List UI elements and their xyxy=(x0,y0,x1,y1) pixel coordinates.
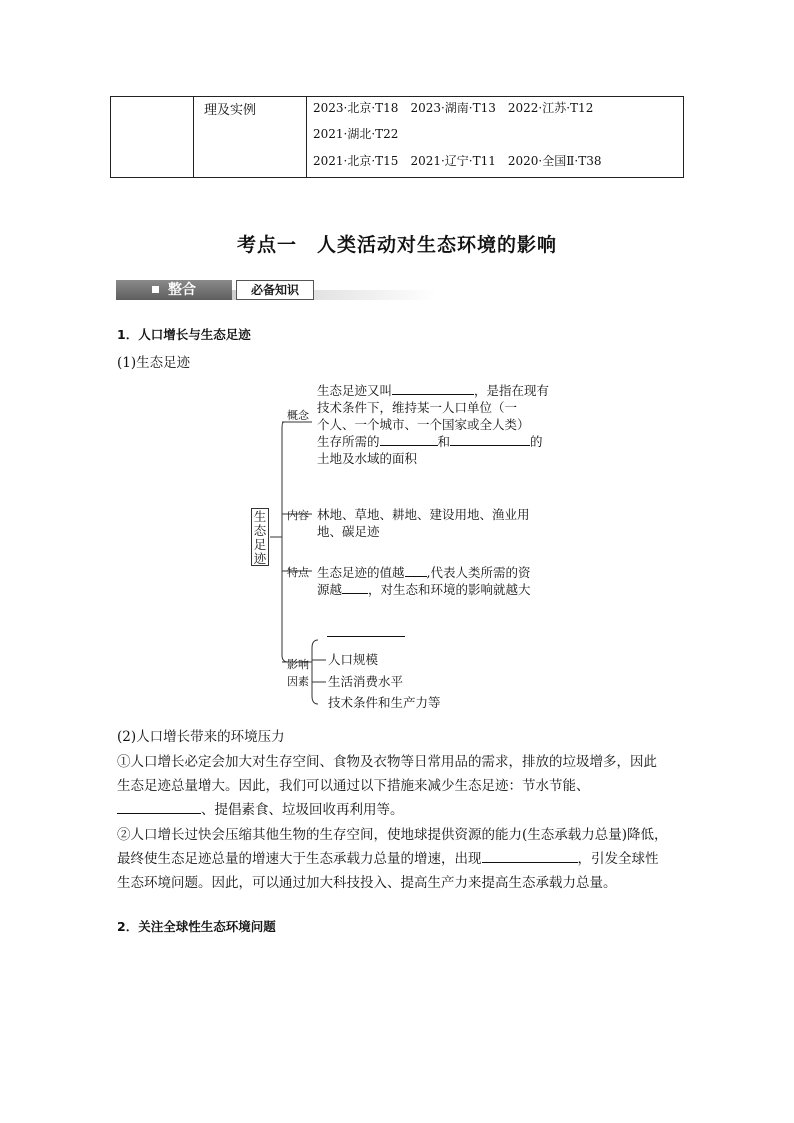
subsection-subtitle: (2)人口增长带来的环境压力 xyxy=(117,729,285,745)
feature-line: 源越 ，对生态和环境的影响就越大 xyxy=(317,582,531,597)
fill-blank[interactable] xyxy=(450,433,530,446)
section-heading: 考点一 人类活动对生态环境的影响 xyxy=(236,234,557,256)
fill-blank[interactable] xyxy=(327,636,405,637)
branch-content: 内容 xyxy=(287,509,309,522)
table-cell-references: 2023·北京·T18 2023·湖南·T13 2022·江苏·T12 xyxy=(313,101,594,115)
diagram-root: 生态足迹 xyxy=(251,508,269,566)
fill-blank[interactable] xyxy=(380,433,438,446)
banner-tag: 必备知识 xyxy=(236,280,314,300)
branch-feature: 特点 xyxy=(287,566,309,579)
banner-label: 整合 xyxy=(168,282,196,298)
fill-blank[interactable] xyxy=(405,564,427,577)
concept-line: 技术条件下，维持某一人口单位（一 xyxy=(317,400,518,415)
content-line: 林地、草地、耕地、建设用地、渔业用 xyxy=(317,507,530,522)
table-cell-references: 2021·湖北·T22 xyxy=(313,127,399,141)
table-cell-topic: 理及实例 xyxy=(204,103,257,118)
feature-line: 生态足迹的值越 ,代表人类所需的资 xyxy=(317,565,531,580)
factor-item: 技术条件和生产力等 xyxy=(328,695,441,710)
fill-blank[interactable] xyxy=(342,581,368,594)
factor-item: 生活消费水平 xyxy=(328,674,404,689)
content-line: 地、碳足迹 xyxy=(317,524,380,539)
branch-factor: 影响 xyxy=(287,658,309,671)
subsection-title: 1．人口增长与生态足迹 xyxy=(117,327,251,342)
paragraph-1: ①人口增长必定会加大对生存空间、食物及衣物等日常用品的需求，排放的垃圾增多，因此 生态足迹总量增大。因此，我们可以通过以下措施来减少生态足迹：节水节能、 、提倡素食、垃圾回收再利用等。 xyxy=(117,754,657,818)
concept-line: 土地及水域的面积 xyxy=(317,451,418,466)
concept-line: 生态足迹又叫 ，是指在现有 xyxy=(317,383,550,398)
fill-blank[interactable] xyxy=(392,382,474,395)
paragraph-2: ②人口增长过快会压缩其他生物的生存空间，使地球提供资源的能力(生态承载力总量)降低， 最终使生态足迹总量的增速大于生态承载力总量的增速，出现 ，引发全球性 生态环境问题。因此，可以通过加大科技投入、提高生产力来提高生态承载力总量。 xyxy=(117,827,668,891)
factor-item: 人口规模 xyxy=(328,652,379,667)
subsection-subtitle: (1)生态足迹 xyxy=(117,355,191,371)
branch-factor: 因素 xyxy=(287,675,309,688)
concept-line: 个人、一个城市、一个国家或全人类） xyxy=(317,417,530,432)
fill-blank[interactable] xyxy=(482,850,578,863)
branch-concept: 概念 xyxy=(287,409,309,422)
subsection-title: 2．关注全球性生态环境问题 xyxy=(117,919,276,934)
concept-line: 生存所需的 和 的 xyxy=(317,434,543,449)
table-cell-references: 2021·北京·T15 2021·辽宁·T11 2020·全国Ⅱ·T38 xyxy=(313,154,602,168)
fill-blank[interactable] xyxy=(117,801,201,814)
